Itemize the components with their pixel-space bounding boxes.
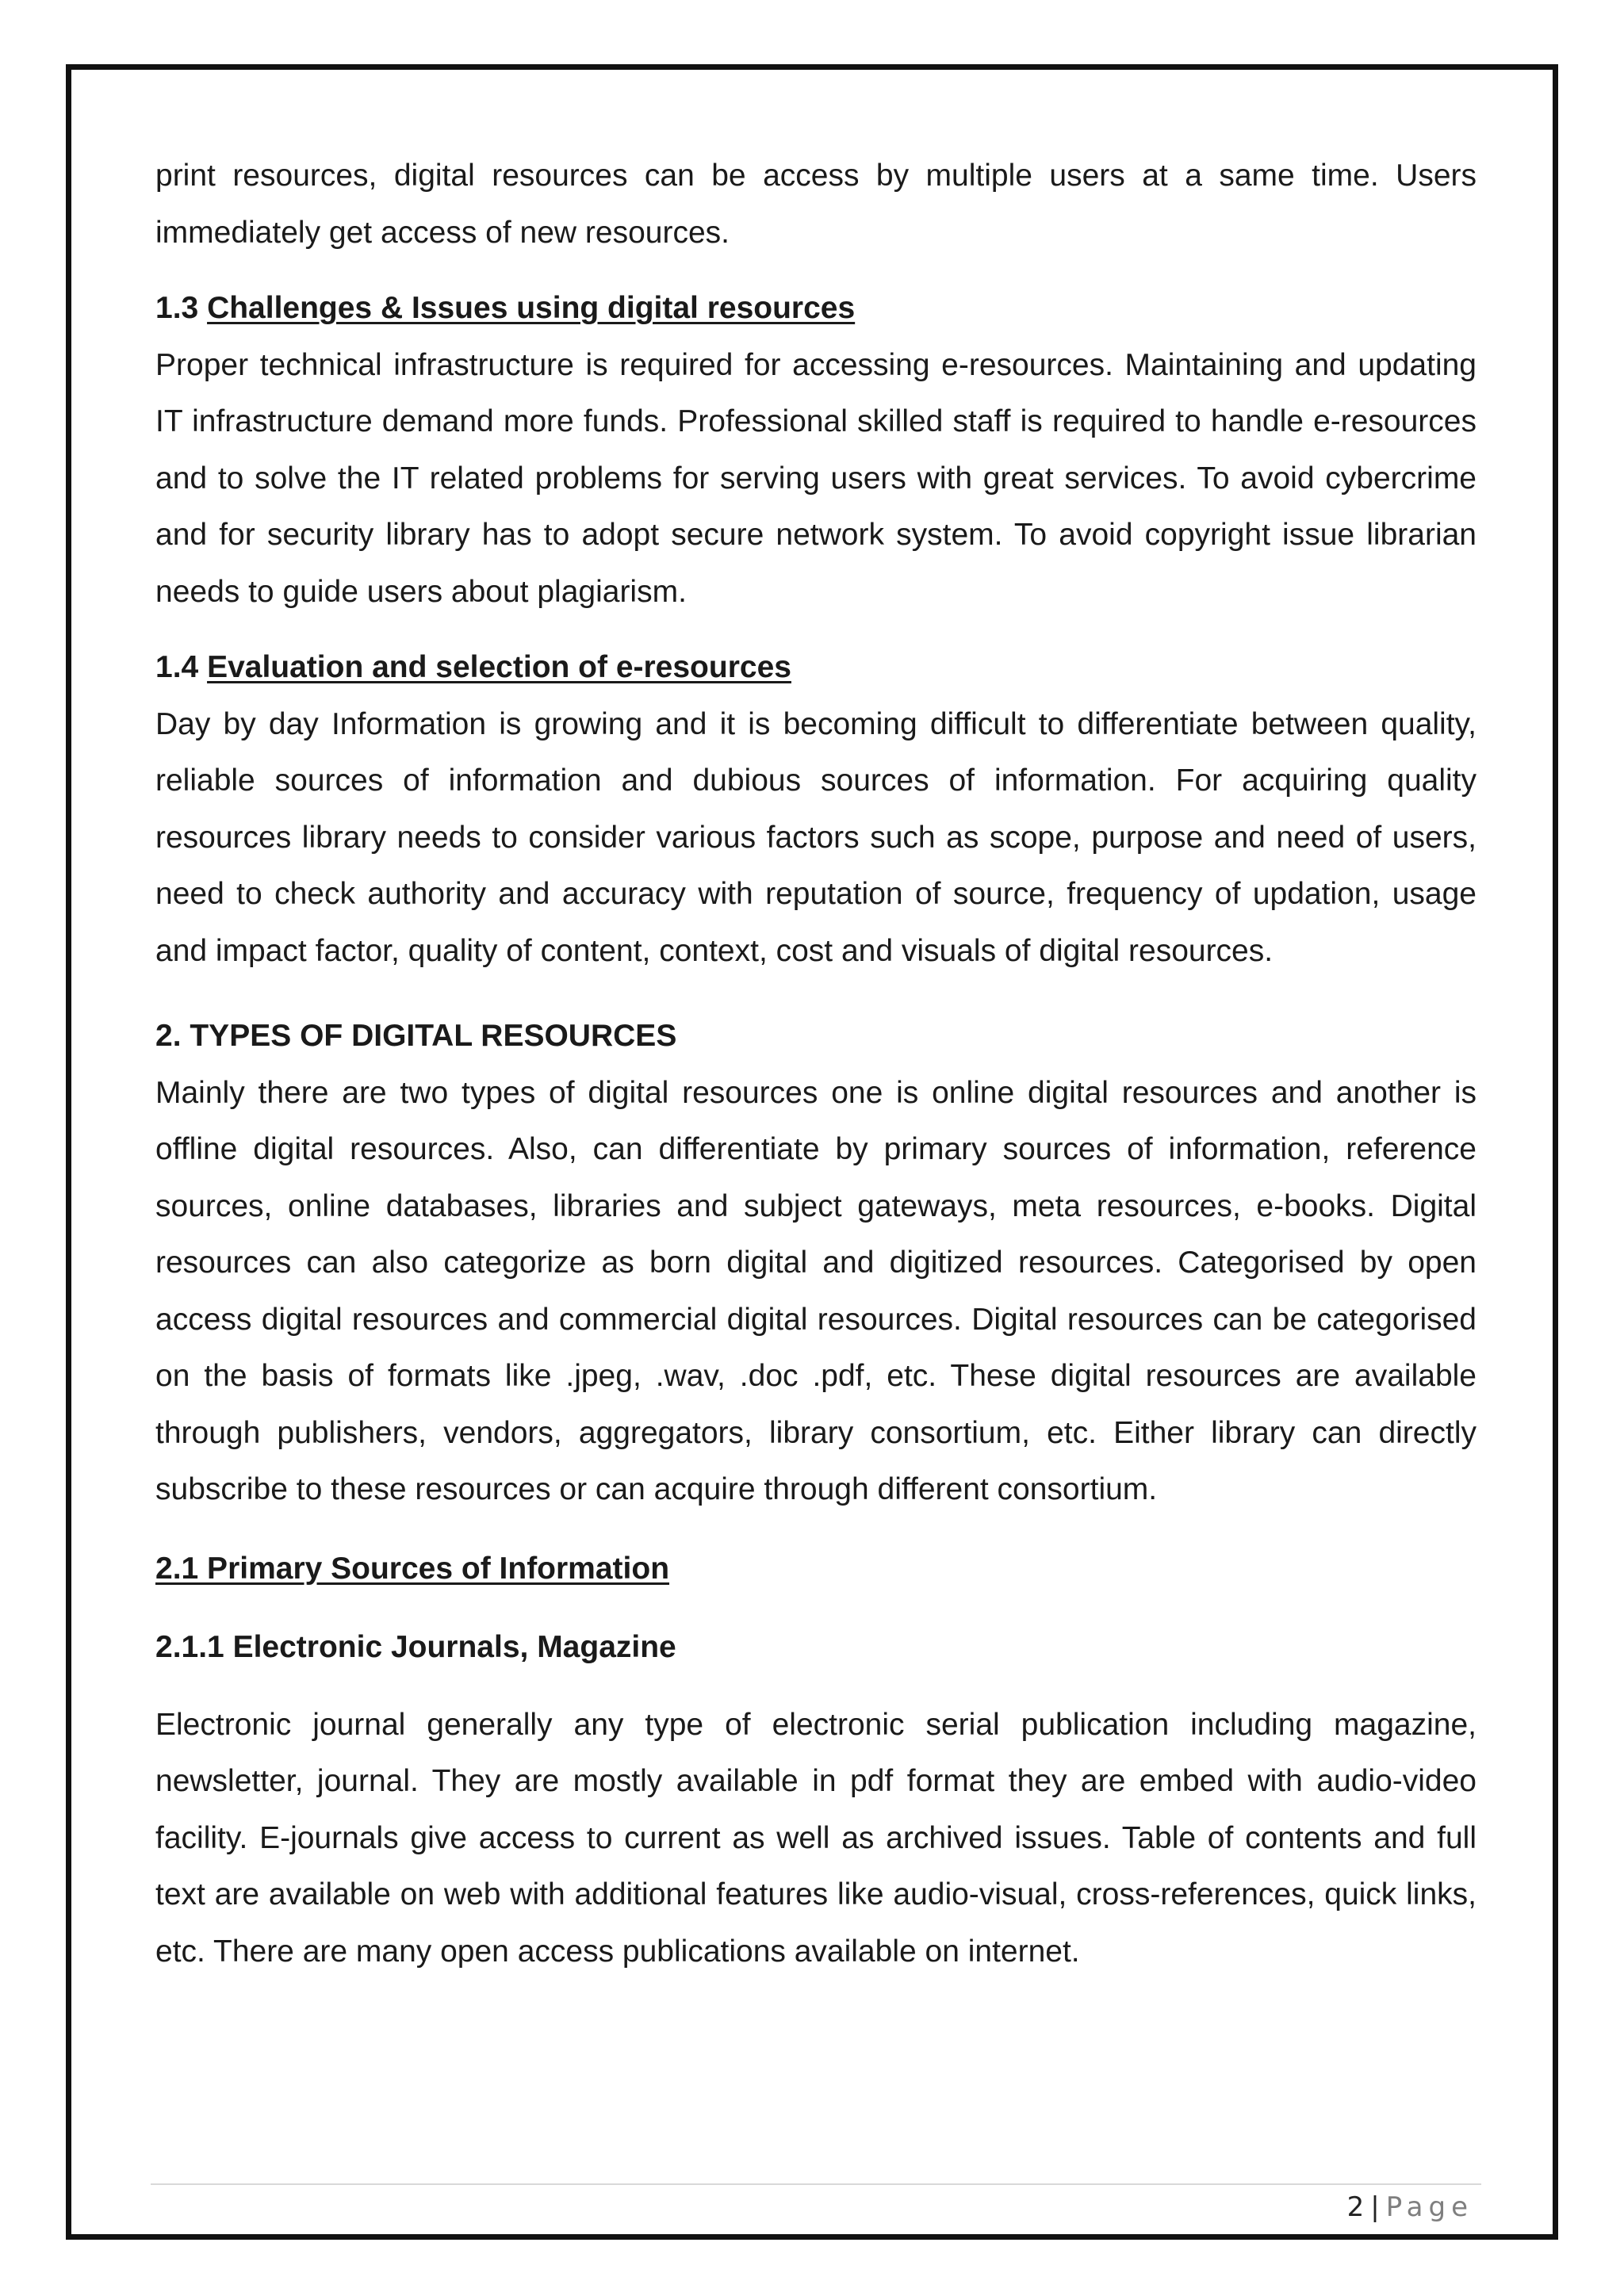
page-footer [1347,2185,1473,2229]
section-1-3-paragraph: Proper technical infrastructure is required for accessing e-resources. Maintaining and updating IT infrastructure demand more funds. Professional skilled staff is required to handle e-resources and to solve the IT related problems for serving users with great services. To avoid cybercrime and for security library has to adopt secure network system. To avoid copyright issue librarian needs to guide users about plagiarism. [155,347,1477,609]
section-1-3-number: 1.3 [155,291,208,325]
section-2-1-1-heading: 2.1.1 Electronic Journals, Magazine [155,1630,676,1664]
section-1-4-paragraph: Day by day Information is growing and it is becoming difficult to differentiate between quality, reliable sources of information and dubious sources of information. For acquiring quality resources library needs to consider various factors such as scope, purpose and need of users, need to check authority and accuracy with reputation of source, frequency of updation, usage and impact factor, quality of content, context, cost and visuals of digital resources. [155,706,1477,968]
section-1-4-number: 1.4 [155,650,208,684]
document-body [155,147,1477,1980]
section-2-paragraph: Mainly there are two types of digital resources one is online digital resources and another is offline digital resources. Also, can differentiate by primary sources of information, reference sources, online databases, libraries and subject gateways, meta resources, e-books. Digital resources can also categorize as born digital and digitized resources. Categorised by open access digital resources and commercial digital resources. Digital resources can be categorised on the basis of formats like .jpeg, .wav, .doc .pdf, etc. These digital resources are available through publishers, vendors, aggregators, library consortium, etc. Either library can directly subscribe to these resources or can acquire through different consortium. [155,1075,1477,1506]
footer-divider [151,2183,1481,2185]
section-2-1-1-paragraph: Electronic journal generally any type of electronic serial publication including magazine, newsletter, journal. They are mostly available in pdf format they are embed with audio-video facility. E-journals give access to current as well as archived issues. Table of contents and full text are available on web with additional features like audio-visual, cross-references, quick links, etc. There are many open access publications available on internet. [155,1707,1477,1969]
intro-paragraph: print resources, digital resources can be access by multiple users at a same time. Users immediately get access of new resources. [155,159,1477,250]
page-label: Page [1385,2191,1473,2223]
section-1-4-heading [155,639,1477,696]
section-1-4-title: Evaluation and selection of e-resources [207,650,791,684]
section-2-1-heading: 2.1 Primary Sources of Information [155,1551,670,1586]
section-1-3-title: Challenges & Issues using digital resources [207,291,856,325]
section-2-heading: 2. TYPES OF DIGITAL RESOURCES [155,1019,677,1053]
section-1-3-heading [155,280,1477,337]
page-number: 2 [1346,2191,1365,2223]
footer-separator: | [1370,2191,1380,2223]
